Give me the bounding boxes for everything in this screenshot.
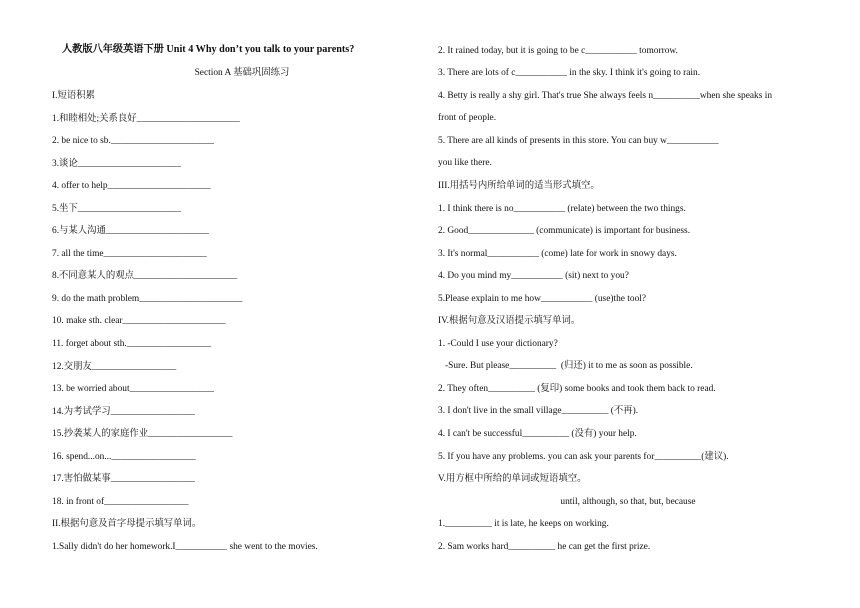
exercise-line: 5. There are all kinds of presents in this store. You can buy w___________	[438, 136, 719, 146]
exercise-line: 12.交朋友__________________	[52, 362, 177, 372]
section-heading-chinese-hints: IV.根据句意及汉语提示填写单词。	[438, 316, 581, 326]
exercise-line: 4. Betty is really a shy girl. That's true She always feels n__________when she speaks in	[438, 91, 773, 101]
exercise-line: 1.和睦相处;关系良好______________________	[52, 114, 240, 124]
exercise-line: 2. Good______________ (communicate) is important for business.	[438, 226, 691, 236]
exercise-line: 3. It's normal___________ (come) late for work in snowy days.	[438, 249, 677, 259]
exercise-line: 13. be worried about__________________	[52, 384, 214, 394]
exercise-line: 5.坐下______________________	[52, 204, 181, 214]
section-heading-word-forms: III.用括号内所给单词的适当形式填空。	[438, 181, 600, 191]
section-heading-word-box: V.用方框中所给的单词或短语填空。	[438, 474, 587, 484]
exercise-line: 17.害怕做某事__________________	[52, 474, 195, 484]
exercise-line: 18. in front of__________________	[52, 497, 189, 507]
exercise-line: 10. make sth. clear______________________	[52, 316, 226, 326]
exercise-line: 2. They often__________ (复印) some books and took them back to read.	[438, 384, 716, 394]
section-subtitle: Section A 基础巩固练习	[194, 68, 290, 78]
exercise-line: 4. I can't be successful__________ (没有) your help.	[438, 429, 637, 439]
exercise-line: 1.__________ it is late, he keeps on working.	[438, 519, 609, 529]
section-heading-phrases: I.短语积累	[52, 91, 95, 101]
exercise-line: 2. It rained today, but it is going to be c___________ tomorrow.	[438, 46, 678, 56]
exercise-line: 5. If you have any problems. you can ask your parents for__________(建议).	[438, 452, 729, 462]
exercise-line: 14.为考试学习__________________	[52, 407, 195, 417]
exercise-line: 1.Sally didn't do her homework.I___________ she went to the movies.	[52, 542, 318, 552]
exercise-line: 4. offer to help______________________	[52, 181, 211, 191]
exercise-line: 11. forget about sth.__________________	[52, 339, 212, 349]
exercise-line: 16. spend...on...__________________	[52, 452, 196, 462]
exercise-line: 2. Sam works hard__________ he can get the first prize.	[438, 542, 651, 552]
exercise-line: 2. be nice to sb.______________________	[52, 136, 214, 146]
exercise-line: 15.抄袭某人的家庭作业__________________	[52, 429, 233, 439]
word-box-options: until, although, so that, but, because	[560, 497, 696, 507]
exercise-line: 3. I don't live in the small village__________ (不再).	[438, 406, 639, 416]
exercise-line: 4. Do you mind my___________ (sit) next to you?	[438, 271, 629, 281]
exercise-line: 5.Please explain to me how___________ (use)the tool?	[438, 294, 647, 304]
exercise-line: 3.谈论______________________	[52, 159, 181, 169]
exercise-line: 6.与某人沟通______________________	[52, 226, 210, 236]
exercise-line: 1. I think there is no___________ (relate) between the two things.	[438, 204, 686, 214]
exercise-line: 3. There are lots of c___________ in the sky. I think it's going to rain.	[438, 68, 701, 78]
exercise-line: 8.不同意某人的观点______________________	[52, 271, 238, 281]
exercise-line: 9. do the math problem______________________	[52, 294, 243, 304]
worksheet-title: 人教版八年级英语下册 Unit 4 Why don’t you talk to your parents?	[62, 44, 355, 55]
exercise-line: -Sure. But please__________ (归还) it to me as soon as possible.	[438, 361, 693, 371]
exercise-line: you like there.	[438, 158, 492, 168]
exercise-line: front of people.	[438, 113, 497, 123]
section-heading-initials: II.根据句意及首字母提示填写单词。	[52, 519, 202, 529]
exercise-line: 1. -Could I use your dictionary?	[438, 339, 558, 349]
exercise-line: 7. all the time______________________	[52, 249, 207, 259]
